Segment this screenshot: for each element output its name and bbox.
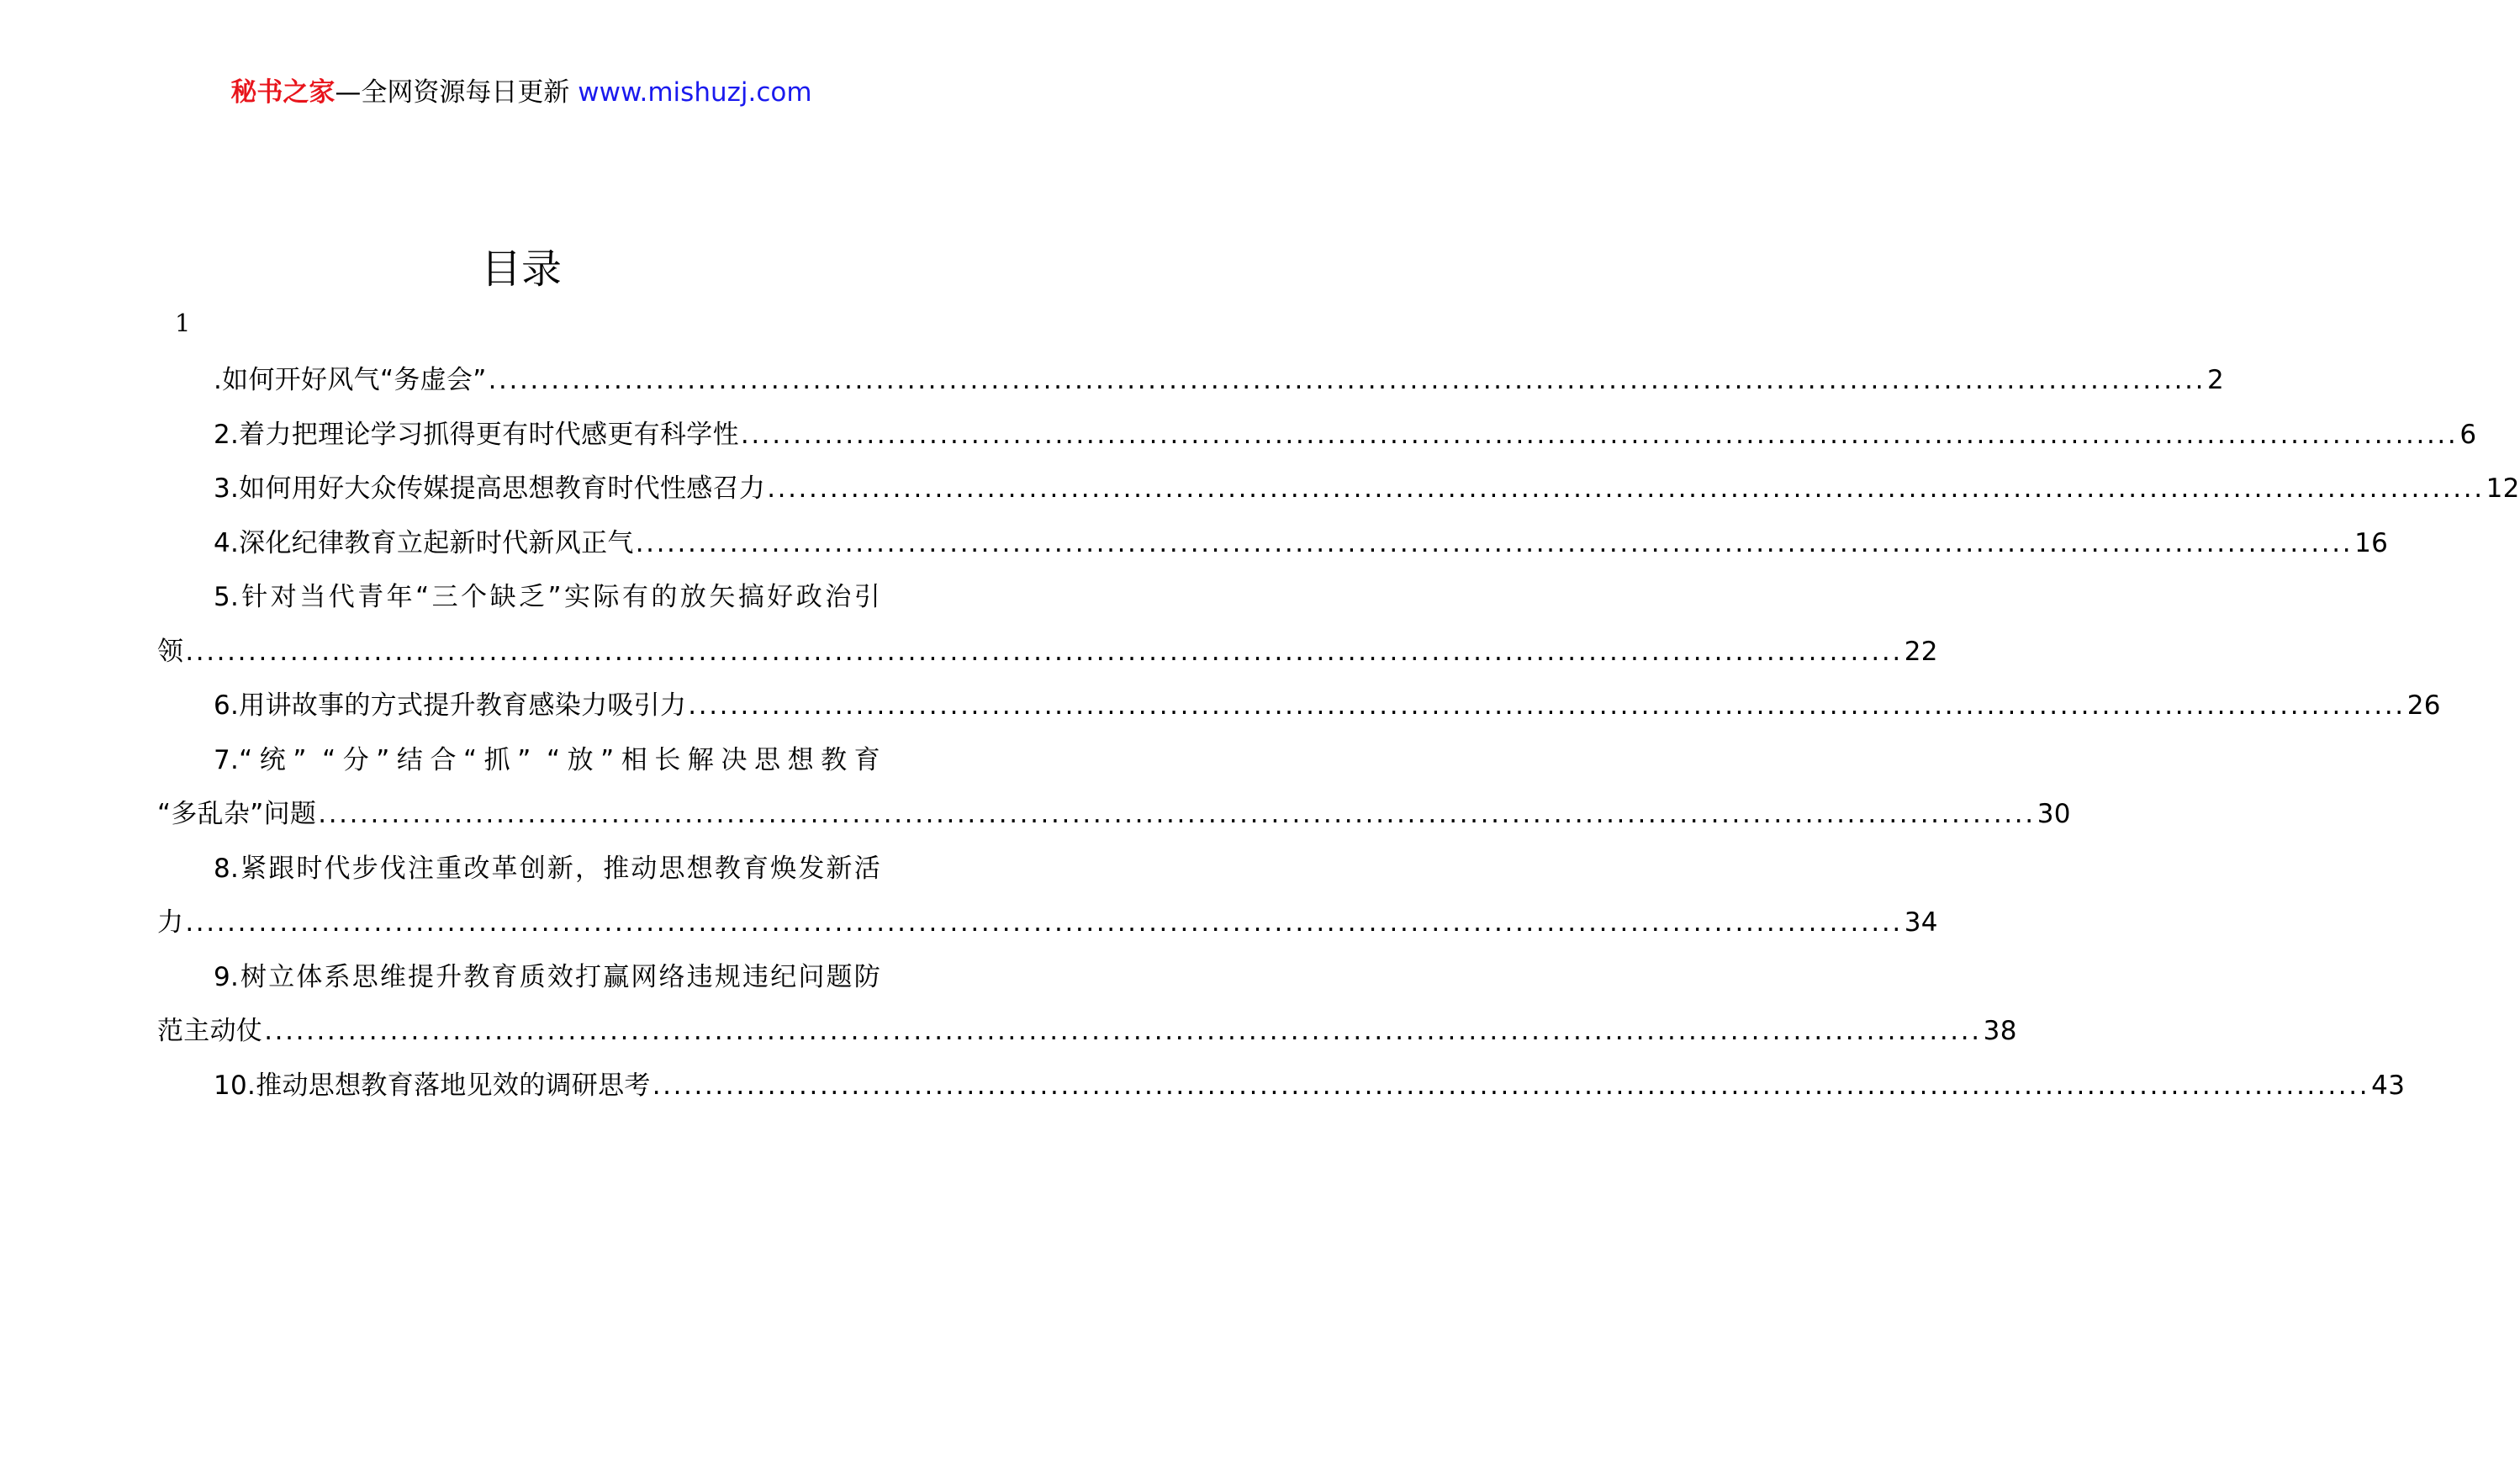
toc-entry-text: 4.深化纪律教育立起新时代新风正气 xyxy=(214,527,634,558)
toc-entry-2[interactable] xyxy=(157,408,2477,463)
toc-leader-dots: .................................................................................................................................................................... xyxy=(635,527,2354,558)
toc-leader-dots: .................................................................................................................................................................... xyxy=(185,636,1903,667)
toc-leader-dots: .................................................................................................................................................................... xyxy=(264,1016,1982,1046)
toc-entry-8[interactable] xyxy=(157,842,1938,950)
toc-leader-dots: .................................................................................................................................................................... xyxy=(740,419,2459,450)
toc-entry-text: 3.如何用好大众传媒提高思想教育时代性感召力 xyxy=(214,473,766,504)
site-banner xyxy=(0,76,1043,109)
toc-entry-7[interactable] xyxy=(157,733,2071,842)
toc-page-number: 34 xyxy=(1904,907,1938,938)
toc-title: 目录 xyxy=(480,246,562,293)
banner-tagline: —全网资源每日更新 xyxy=(335,77,570,108)
toc-leader-dots: .................................................................................................................................................................... xyxy=(688,690,2406,721)
toc-entry-heading: 7.“统” “分”结合“抓” “放”相长解决思想教育 xyxy=(214,744,880,775)
toc-entry-3[interactable] xyxy=(157,462,2520,516)
toc-entry-heading: 8.紧跟时代步伐注重改革创新，推动思想教育焕发新活 xyxy=(214,853,880,884)
toc-entry-6[interactable] xyxy=(157,679,2441,733)
toc-page-number: 26 xyxy=(2406,690,2441,721)
toc-page-number: 2 xyxy=(2207,365,2225,395)
toc-entry-text: .如何开好风气“务虚会” xyxy=(214,365,487,395)
toc-entry-text: 力 xyxy=(157,907,184,938)
site-url-link[interactable]: www.mishuzj.com xyxy=(578,77,812,108)
toc-entry-heading: 5.针对当代青年“三个缺乏”实际有的放矢搞好政治引 xyxy=(214,582,880,612)
toc-leader-dots: .................................................................................................................................................................... xyxy=(652,1070,2370,1101)
toc-page-number: 16 xyxy=(2354,527,2389,558)
toc-leader-dots: .................................................................................................................................................................... xyxy=(767,473,2485,504)
toc-entry-text: 领 xyxy=(157,636,184,667)
toc-page-number: 38 xyxy=(1983,1016,2017,1046)
toc-entry-text: “多乱杂”问题 xyxy=(157,799,317,829)
toc-entry-4[interactable] xyxy=(157,516,2389,571)
toc-leader-dots: .................................................................................................................................................................... xyxy=(185,907,1903,938)
toc-page-number: 6 xyxy=(2459,419,2477,450)
brand-name: 秘书之家 xyxy=(230,77,335,108)
stray-number: 1 xyxy=(175,309,191,337)
toc-leader-dots: .................................................................................................................................................................... xyxy=(318,799,2036,829)
toc-entry-text: 范主动仗 xyxy=(157,1016,263,1046)
toc-entry-text: 2.着力把理论学习抓得更有时代感更有科学性 xyxy=(214,419,739,450)
toc-entry-9[interactable] xyxy=(157,950,2017,1059)
toc-entry-text: 6.用讲故事的方式提升教育感染力吸引力 xyxy=(214,690,687,721)
table-of-contents xyxy=(157,353,2520,1113)
toc-page-number: 12 xyxy=(2486,473,2520,504)
toc-entry-10[interactable] xyxy=(157,1059,2406,1113)
toc-page-number: 22 xyxy=(1904,636,1938,667)
toc-leader-dots: .................................................................................................................................................................... xyxy=(488,365,2206,395)
toc-entry-heading: 9.树立体系思维提升教育质效打赢网络违规违纪问题防 xyxy=(214,961,880,992)
toc-entry-1[interactable] xyxy=(157,353,2225,408)
toc-page-number: 43 xyxy=(2371,1070,2406,1101)
toc-page-number: 30 xyxy=(2037,799,2071,829)
toc-entry-5[interactable] xyxy=(157,570,1938,679)
toc-entry-text: 10.推动思想教育落地见效的调研思考 xyxy=(214,1070,651,1101)
